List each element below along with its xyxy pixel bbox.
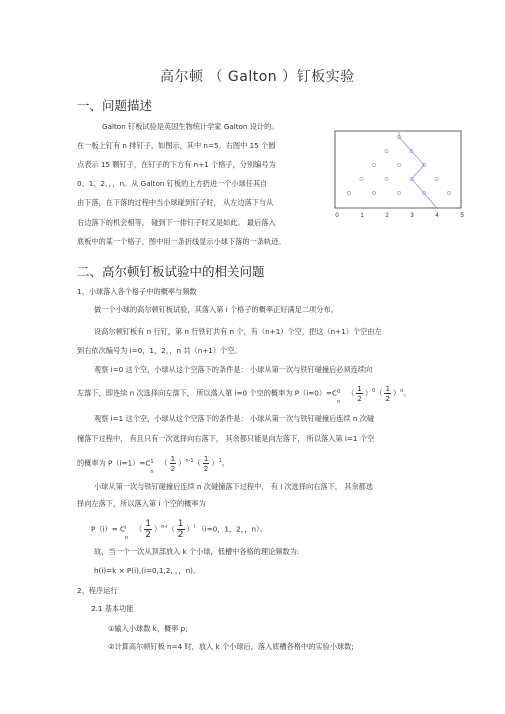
subscript: n [150, 468, 154, 475]
axis-label-5: 5 [460, 213, 464, 219]
formula-text: 的概率为 P（i=1）=C [77, 458, 151, 468]
list-item: ②计算高尔顿钉板 n=4 时，放入 k 个小球后，落入底槽各格中的实验小球数; [108, 642, 354, 651]
fraction-denominator: 2 [145, 530, 151, 540]
axis-label-2: 2 [385, 213, 389, 219]
fraction-numerator: 1 [357, 384, 362, 393]
peg [385, 149, 388, 152]
page-title: 高尔顿 （ Galton ）钉板实验 [160, 69, 355, 85]
subsection-heading-program: 2、程序运行 [77, 586, 118, 595]
formula-text: P（i）= C [91, 524, 126, 534]
fraction-numerator: 1 [145, 519, 151, 529]
peg [347, 191, 350, 194]
fraction-numerator: 1 [177, 519, 184, 529]
exponent: i [125, 524, 127, 531]
formula-line-p1: 的概率为 P（i=1）=C 1 n （ $\frac{1}{2}$ ）$^{n-1}$（ $\frac{1}{2}$ ）$^1$。 [77, 454, 229, 475]
formula-line-p0: 左落下，即连续 n 次选择向左落下， 所以落入第 i=0 个空的概率为 P（i=0）=C 0 n （ $\frac{1}{2}$ ）$^0$（ $\frac{1}{2}$ ）$^n$。 [77, 384, 411, 405]
peg [397, 191, 400, 194]
paragraph-line: 故，当一个一次从顶部放入 k 个小球，低槽中各格的理论频数为: [94, 547, 300, 556]
paragraph-line: 点表示 15 颗钉子，在钉子的下方有 n+1 个格子，分别编号为 [77, 160, 276, 169]
paragraph-line: 右边落下的机会相等。 碰到下一排钉子时又是如此。 最后落入 [77, 218, 276, 227]
galton-board-figure [318, 128, 470, 224]
formula-line-pi: P（i）= C i n （ $\frac{1}{2}$ ）$^{n-i}$（ $\frac{1}{2}$ ）$^i$ （i=0，1，2，，n）。 [91, 519, 267, 541]
paragraph-line: 设高尔顿钉板有 n 行钉，第 n 行铁钉共有 n 个，有（n+1）个空，把这（n+1）个空由左 [94, 327, 382, 336]
list-item: ①输入小球数 k，概率 p; [108, 624, 188, 633]
paragraph-line: 择向左落下，所以落入第 i 个空的概率为 [77, 499, 206, 508]
axis-label-0: 0 [335, 213, 339, 219]
fraction-denominator: 2 [385, 394, 391, 403]
peg [447, 191, 450, 194]
section-heading-problem: 一、问题描述 [77, 98, 153, 113]
fraction-numerator: 1 [385, 384, 391, 393]
fraction-numerator: 1 [203, 454, 209, 463]
exponent: 0 [337, 388, 341, 395]
axis-label-3: 3 [410, 213, 414, 219]
pegs-group [347, 135, 450, 194]
peg [385, 177, 388, 180]
axis-labels [335, 213, 464, 219]
subscript: n [125, 534, 129, 541]
peg [372, 191, 375, 194]
paragraph-line: 观察 i=0 这个空，小球从这个空落下的条件是： 小球从第一次与铁钉碰撞后必须连续向 [94, 365, 373, 374]
subscript: n [337, 398, 341, 405]
fraction-denominator: 2 [203, 464, 209, 473]
paragraph-line: h(i)=k × P(i),(i=0,1,2, ，，n)。 [94, 566, 201, 575]
subsection-heading-basic-functions: 2.1 基本功能 [91, 604, 134, 613]
fraction-denominator: 2 [177, 530, 184, 540]
peg [435, 177, 438, 180]
peg [360, 177, 363, 180]
fraction-denominator: 2 [357, 394, 362, 403]
paragraph-line: 撞落下过程中， 有且只有一次选择向右落下， 其余都只能是向左落下， 所以落入第 i=1 个空 [77, 434, 375, 443]
paragraph-line: 到右依次编号为 i=0，1，2，，n 共（n+1）个空。 [77, 346, 242, 355]
figure-frame [335, 131, 461, 208]
paragraph-line: 0、1、2、，，n。从 Galton 钉板的上方扔进一个小球任其自 [77, 179, 268, 188]
paragraph-line: Galton 钉板试验是英国生物统计学家 Galton 设计的。 [102, 122, 279, 131]
section-heading-related-problems: 二、高尔顿钉板试验中的相关问题 [77, 264, 265, 279]
formula-text: 左落下，即连续 n 次选择向左落下， 所以落入第 i=0 个空的概率为 P（i=0）=C [77, 388, 338, 398]
ball-trajectory [399, 132, 437, 208]
fraction-denominator: 2 [170, 464, 176, 473]
subsection-heading-probability: 1、小球落入各个格子中的概率与频数 [77, 287, 197, 296]
axis-label-1: 1 [360, 213, 364, 219]
paragraph-line: 在一板上钉有 n 排钉子，如图示，其中 n=5。右图中 15 个圆 [77, 141, 276, 150]
peg [397, 163, 400, 166]
paragraph-line: 小球从第一次与铁钉碰撞后连续 n 次碰撞落下过程中， 有 i 次选择向右落下， 其余都选 [94, 482, 374, 491]
paragraph-line: 底板中的某一个格子，图中用一条折线显示小球下落的一条轨迹。 [77, 237, 286, 246]
paragraph-line: 由下落，在下落的过程中当小球碰到钉子时， 从左边落下与从 [77, 198, 274, 207]
peg [372, 163, 375, 166]
exponent: 1 [150, 458, 154, 465]
paragraph-line: 做一个小球的高尔顿钉板试验，其落入第 i 个格子的概率正好满足二项分布。 [94, 305, 338, 314]
paragraph-line: 观察 i=1 这个空，小球从这个空落下的条件是： 小球从第一次与铁钉碰撞后连续 n 次碰 [94, 414, 375, 423]
fraction-numerator: 1 [170, 454, 176, 463]
axis-label-4: 4 [435, 213, 439, 219]
formula-range: （i=0，1，2，，n）。 [197, 524, 267, 534]
